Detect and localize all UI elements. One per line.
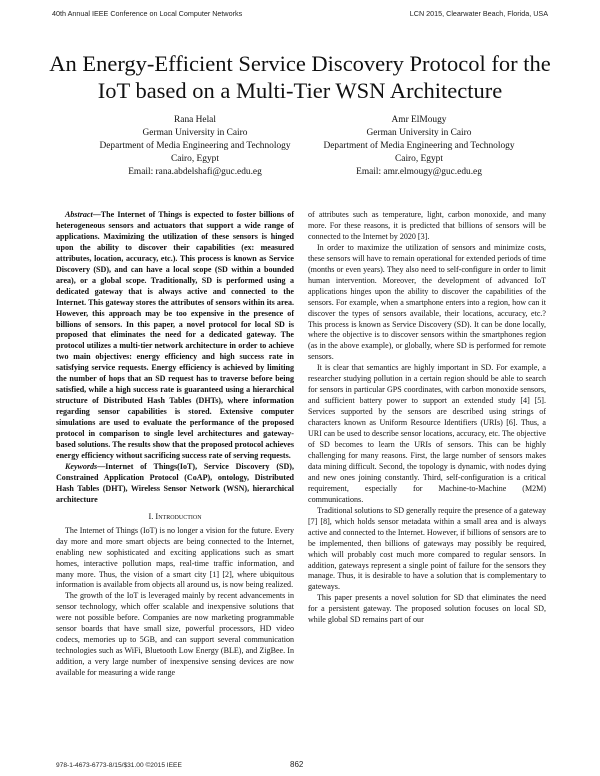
venue-header: LCN 2015, Clearwater Beach, Florida, USA bbox=[409, 9, 548, 18]
author-email: Email: amr.elmougy@guc.edu.eg bbox=[356, 166, 482, 177]
page-number: 862 bbox=[290, 760, 304, 769]
author-department: Department of Media Engineering and Technology bbox=[99, 140, 291, 151]
author-name: Rana Helal bbox=[174, 115, 216, 125]
paragraph: Traditional solutions to SD generally require the presence of a gateway [7] [8], which holds sensor metadata within a small area and is always active and connected to the Internet. However, if billions of sensors are to be implemented, then billions of gateways may possibly be required, which will probably cost much more compared to regular sensors. In addition, gateways represent a single point of failure for the sensors they manage. Thus, it is desirable to have a solution that is complementary to gateways. bbox=[308, 505, 546, 592]
paragraph: of attributes such as temperature, light, carbon monoxide, and many more. For these reasons, it is predicted that billions of sensors will be connected to the Internet by 2020 [3]. bbox=[308, 210, 546, 241]
keywords-text: —Internet of Things(IoT), Service Discovery (SD), Constrained Application Protocol (CoAP), ontology, Distributed Hash Tables (DHT), Wireless Sensor Network (WSN), hierarchical architecture bbox=[56, 461, 294, 504]
right-column bbox=[308, 210, 546, 626]
author-location: Cairo, Egypt bbox=[171, 153, 219, 164]
abstract bbox=[56, 210, 294, 462]
author-block-1 bbox=[80, 114, 310, 179]
author-affiliation: German University in Cairo bbox=[142, 127, 248, 138]
paragraph: The Internet of Things (IoT) is no longer a vision for the future. Every day more and more smart objects are being connected to the Internet, enabling new sophisticated and exciting applications such as smart homes, interactive pollution maps, real-time traffic information, and many more. Thus, the vision of a smart city [1] [2], where ubiquitous information is available from objects all around us, is now being realized. bbox=[56, 525, 294, 590]
author-block-2 bbox=[304, 114, 534, 179]
keywords bbox=[56, 462, 294, 506]
paragraph: This paper presents a novel solution for SD that eliminates the need for a persistent gateway. The proposed solution focuses on local SD, while global SD remains part of our bbox=[308, 593, 546, 625]
paragraph: In order to maximize the utilization of sensors and minimize costs, these sensors will have to remain operational for extended periods of time (months or even years). They also need to self-configure in order to limit human intervention. Moreover, the development of advanced IoT applications hinges upon the ability to discover the capabilities of the sensors. For example, when a smartphone enters into a region, how can it discover the types of sensors available, their locations, accuracy, etc.? This process is known as Service Discovery (SD). It can be done locally, where the objective is to discover sensors within the smartphones region (as in the above example), or globally, where SD is performed for remote sensors. bbox=[308, 242, 546, 362]
copyright-notice: 978-1-4673-6773-8/15/$31.00 ©2015 IEEE bbox=[56, 762, 182, 769]
section-heading-introduction: I. Introduction bbox=[148, 511, 202, 521]
abstract-label: Abstract bbox=[65, 210, 93, 219]
author-location: Cairo, Egypt bbox=[395, 153, 443, 164]
author-name: Amr ElMougy bbox=[391, 115, 447, 125]
left-column bbox=[56, 210, 294, 679]
paper-title: An Energy-Efficient Service Discovery Protocol for the IoT based on a Multi-Tier WSN Architecture bbox=[49, 51, 551, 103]
author-email: Email: rana.abdelshafi@guc.edu.eg bbox=[128, 166, 262, 177]
paragraph: It is clear that semantics are highly important in SD. For example, a researcher studying pollution in a certain region should be able to search for sensors in particular GPS coordinates, with carbon monoxide sensors, and sufficient battery power to support an extended study [4] [5]. Services supported by the sensors are described using strings of characters known as Uniform Resource Identifiers (URIs) [6]. Thus, a URI can be used to describe sensor locations, accuracy, etc. The objective of SD becomes to learn the URIs of sensors. This can be highly challenging for many reasons. First, the large number of sensors makes data mining difficult. Second, the topology is dynamic, with nodes dying and new ones joining constantly. Third, self-configuration is a critical requirement, especially for Machine-to-Machine (M2M) communications. bbox=[308, 363, 546, 504]
paragraph: The growth of the IoT is leveraged mainly by recent advancements in sensor technology, which offer scalable and inexpensive solutions that were not possible before. Companies are now marketing programmable sensor boards that have small size, powerful processors, HD video codecs, memories up to 5GB, and can support several communication technologies such as WiFi, Bluetooth Low Energy (BLE), and ZigBee. In addition, a very large number of inexpensive sensing devices are now available for measuring a wide range bbox=[56, 591, 294, 678]
keywords-label: Keywords bbox=[65, 461, 98, 471]
abstract-text: —The Internet of Things is expected to foster billions of heterogeneous sensors and actuators that support a wide range of applications. Maximizing the utilization of these sensors is hinged upon the ability to discover their capabilities (ex: measured attributes, location, accuracy, etc.). This process is known as Service Discovery (SD), and can have a local scope (SD within a bounded area), or a global scope. Traditionally, SD is performed using a dedicated gateway that is always active and connected to the Internet. This gateway stores the attributes of sensors within its area. However, this approach may be too expensive in the presence of billions of sensors. In this paper, a novel protocol for local SD is proposed that eliminates the need for a dedicated gateway. The protocol utilizes a multi-tier network architecture in order to achieve two main objectives: energy efficiency and high success rate in satisfying service requests. Energy efficiency is achieved by limiting the number of hops that an SD request has to traverse before being satisfied, while a high success rate is guaranteed using a hierarchical structure of Distributed Hash Tables (DHTs), where information regarding sensor capabilities is stored. Extensive computer simulations are used to evaluate the performance of the proposed protocol in comparison to single level architectures and gateway-based solutions. The results show that the proposed protocol achieves energy efficiency without sacrificing success rate of serving requests. bbox=[56, 210, 294, 460]
author-department: Department of Media Engineering and Technology bbox=[323, 140, 515, 151]
author-affiliation: German University in Cairo bbox=[366, 127, 472, 138]
conference-header: 40th Annual IEEE Conference on Local Computer Networks bbox=[52, 9, 243, 18]
